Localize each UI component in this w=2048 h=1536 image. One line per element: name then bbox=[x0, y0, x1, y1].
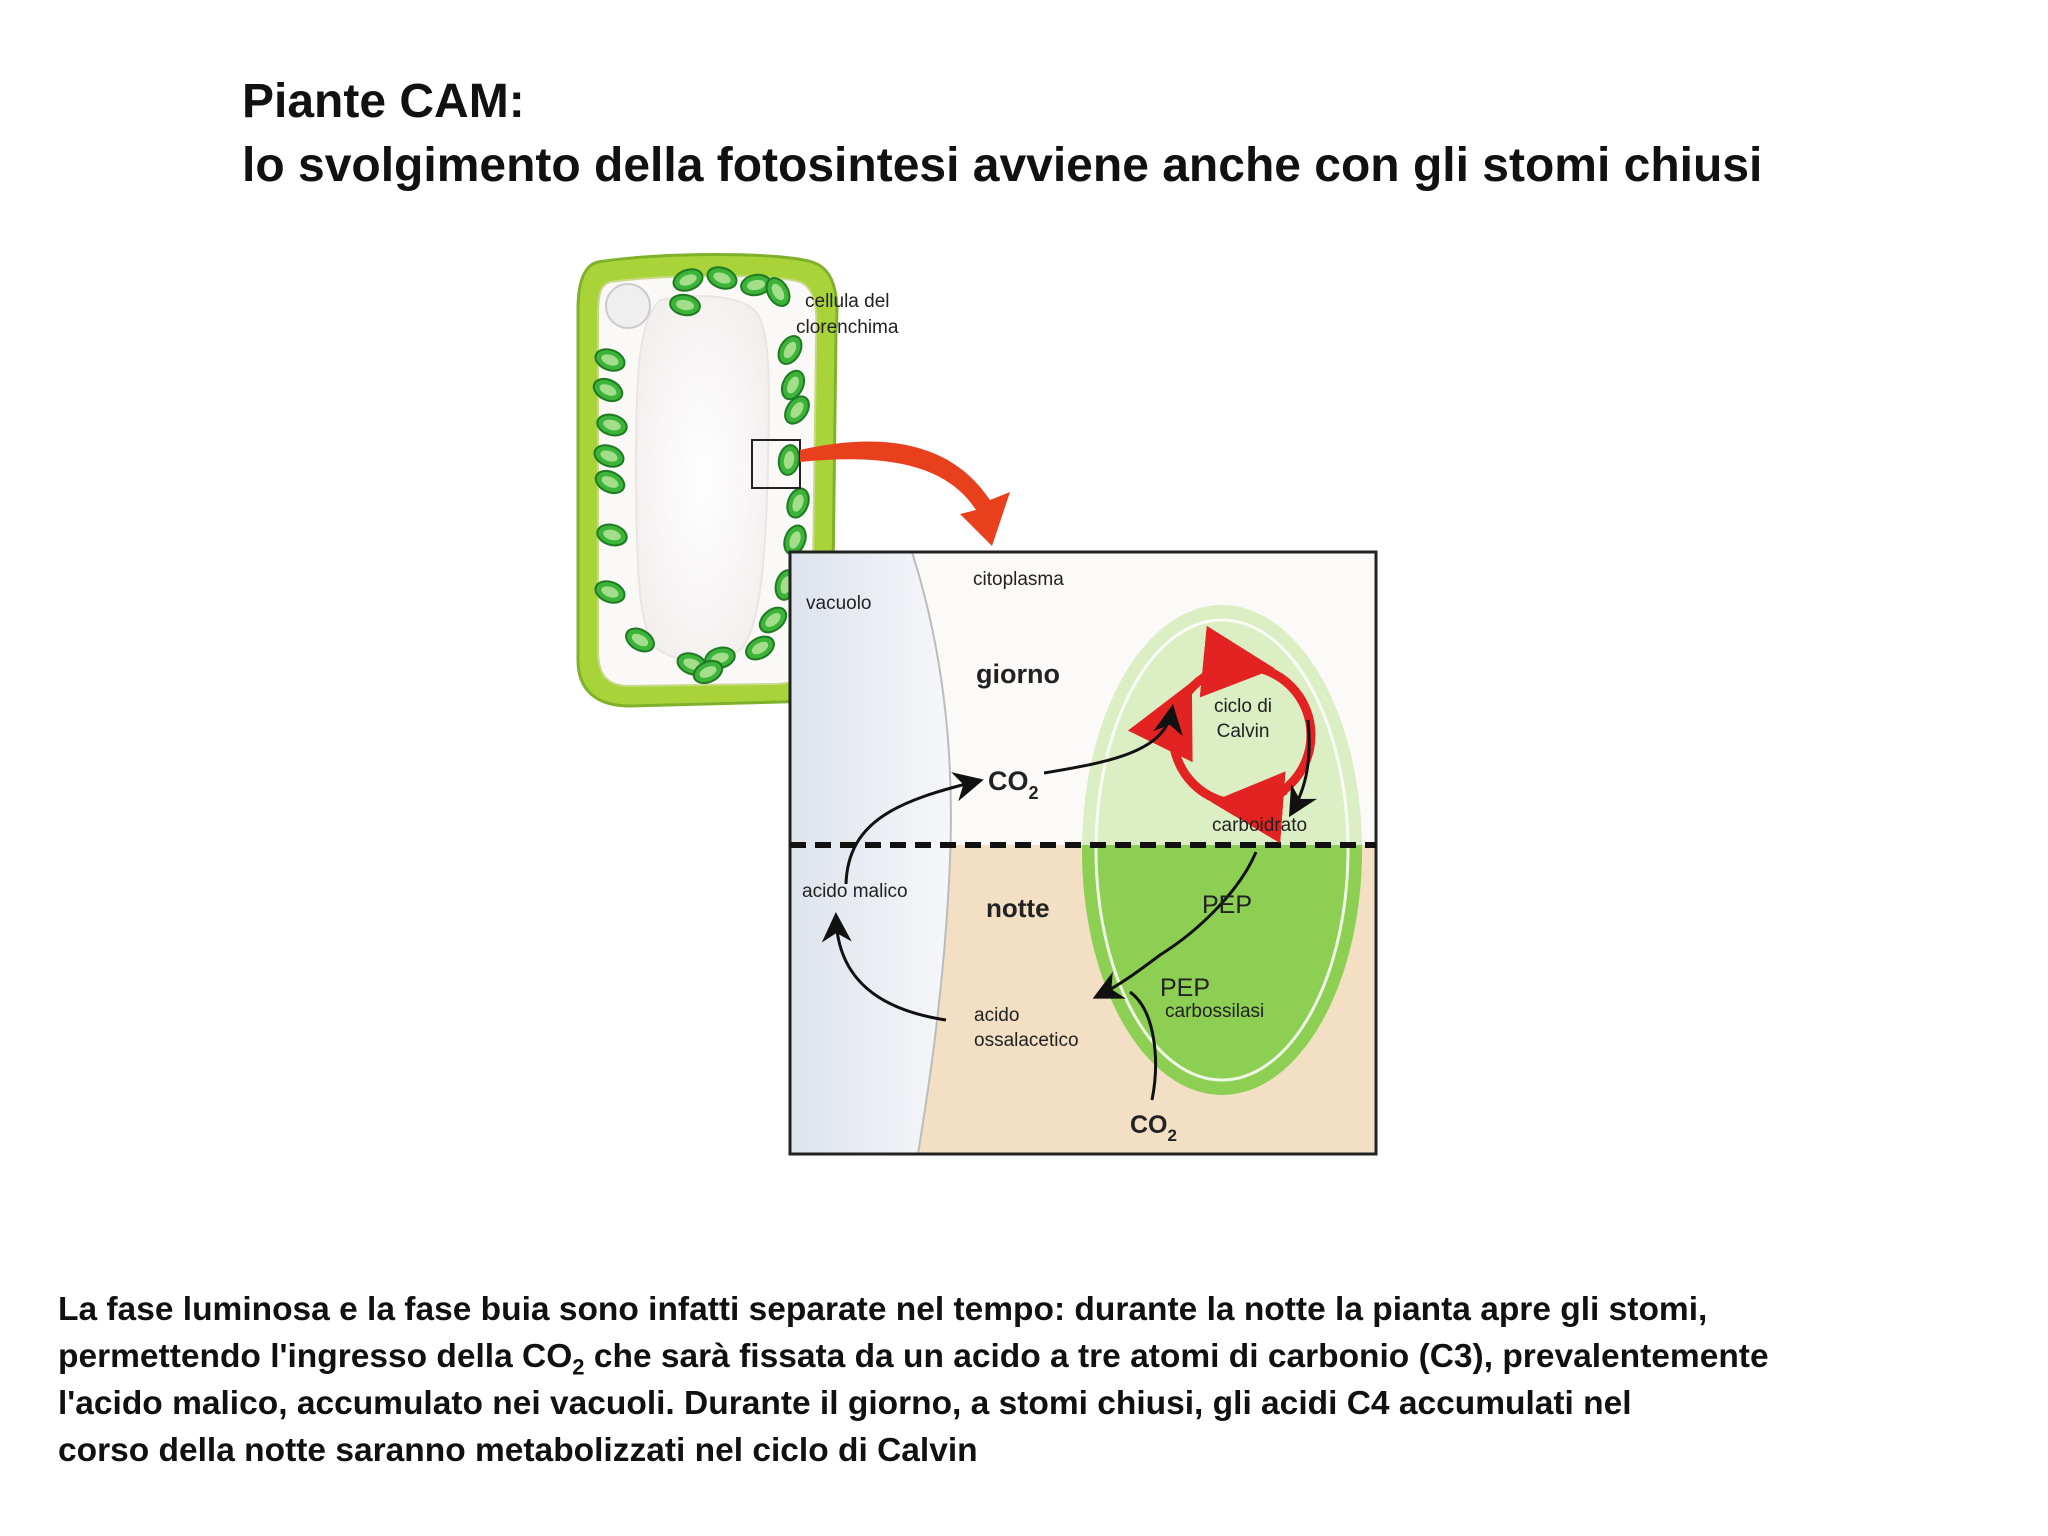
cell-nucleus bbox=[606, 284, 650, 328]
label-vacuolo: vacuolo bbox=[806, 593, 872, 614]
title-line-1: Piante CAM: bbox=[242, 75, 525, 128]
caption-line-2: permettendo l'ingresso della $CO_2$ che sarà fissata da un acido a tre atomi di carbonio (C3), prevalentemente bbox=[58, 1338, 1769, 1380]
caption-line-3: l'acido malico, accumulato nei vacuoli. Durante il giorno, a stomi chiusi, gli acidi C4 accumulati nel bbox=[58, 1385, 1632, 1422]
label-calvin-2: Calvin bbox=[1216, 721, 1270, 742]
label-co2-night: $CO_2$ bbox=[1130, 1111, 1177, 1145]
label-citoplasma: citoplasma bbox=[973, 569, 1064, 590]
title-line-2: lo svolgimento della fotosintesi avviene anche con gli stomi chiusi bbox=[242, 139, 1763, 192]
cell-label-1: cellula del bbox=[805, 291, 890, 312]
label-ossalacetico-1: acido bbox=[974, 1005, 1020, 1026]
vacuole-region bbox=[790, 552, 951, 1154]
label-pep-enzyme-1: PEP bbox=[1160, 974, 1211, 1002]
label-calvin-1: ciclo di bbox=[1213, 696, 1273, 717]
caption-line-1: La fase luminosa e la fase buia sono infatti separate nel tempo: durante la notte la pianta apre gli stomi, bbox=[58, 1291, 1708, 1328]
caption-line-4: corso della notte saranno metabolizzati nel ciclo di Calvin bbox=[58, 1432, 978, 1469]
label-giorno: giorno bbox=[976, 659, 1060, 689]
zoomed-panel bbox=[790, 552, 1376, 1154]
label-notte: notte bbox=[986, 893, 1050, 923]
label-carboidrato: carboidrato bbox=[1212, 815, 1308, 836]
central-vacuole bbox=[636, 296, 769, 661]
label-pep-enzyme-2: carbossilasi bbox=[1165, 1001, 1265, 1022]
cell-label-2: clorenchima bbox=[796, 317, 899, 338]
label-co2-day: $CO_2$ bbox=[988, 766, 1039, 803]
caption bbox=[58, 1286, 2018, 1474]
label-ossalacetico-2: ossalacetico bbox=[974, 1030, 1079, 1051]
label-acido-malico: acido malico bbox=[802, 881, 908, 902]
label-pep: PEP bbox=[1202, 891, 1253, 919]
